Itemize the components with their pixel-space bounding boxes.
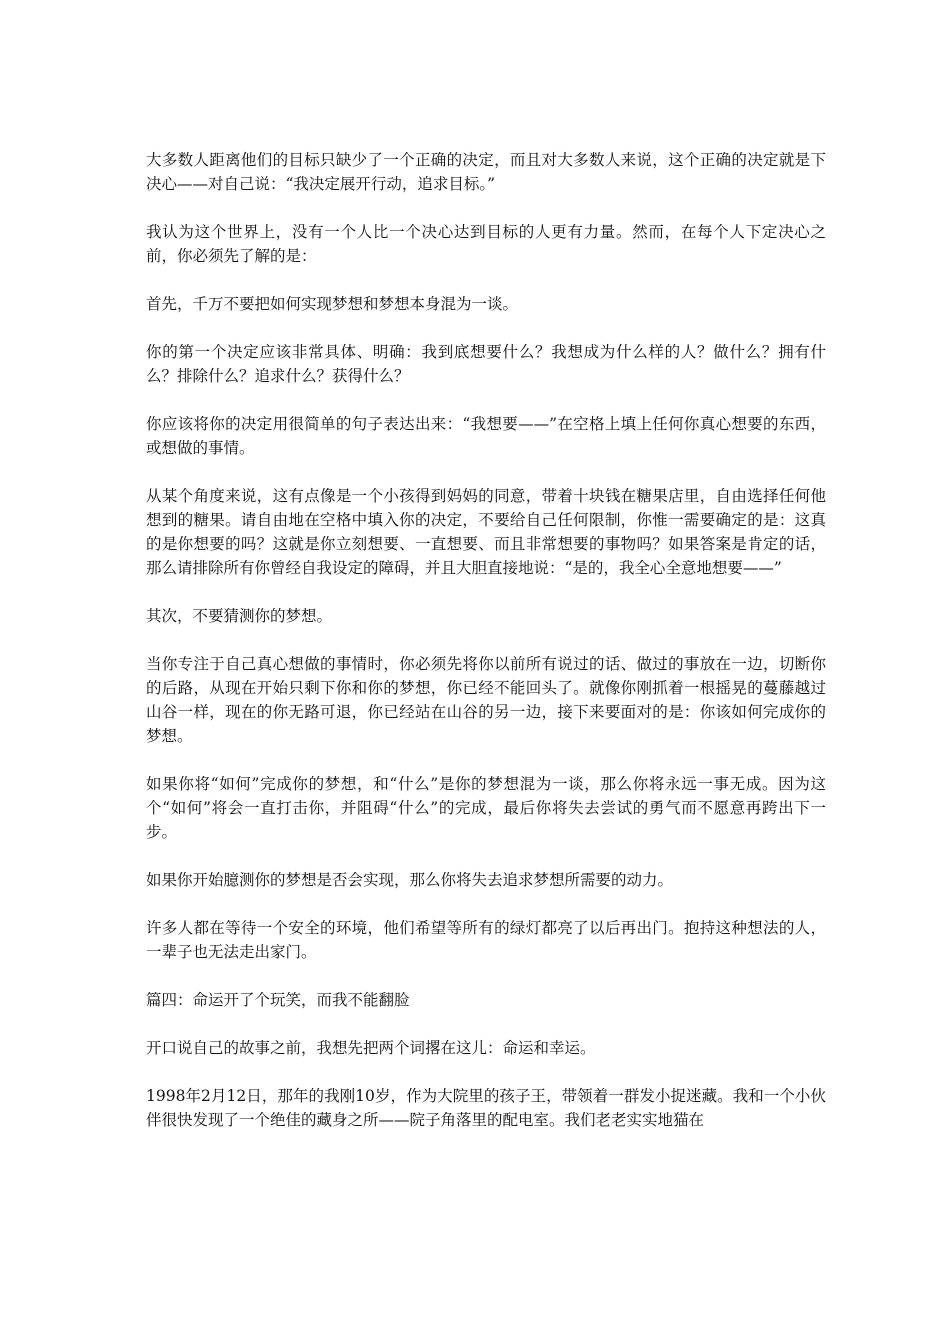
- paragraph: 首先，千万不要把如何实现梦想和梦想本身混为一谈。: [146, 295, 519, 313]
- paragraph: 如果你开始臆测你的梦想是否会实现，那么你将失去追求梦想所需要的动力。: [146, 871, 674, 889]
- paragraph: 大多数人距离他们的目标只缺少了一个正确的决定，而且对大多数人来说，这个正确的决定就是下决心——对自己说：“我决定展开行动，追求目标。”: [146, 151, 826, 193]
- paragraph: 从某个角度来说，这有点像是一个小孩得到妈妈的同意，带着十块钱在糖果店里，自由选择任何他想到的糖果。请自由地在空格中填入你的决定，不要给自己任何限制，你惟一需要确定的是：这真的是你想要的吗？这就是你立刻想要、一直想要、而且非常想要的事物吗？如果答案是肯定的话，那么请排除所有你曾经自我设定的障碍，并且大胆直接地说：“是的，我全心全意地想要——”: [146, 487, 826, 577]
- paragraph: 1998年2月12日，那年的我刚10岁，作为大院里的孩子王，带领着一群发小捉迷藏。我和一个小伙伴很快发现了一个绝佳的藏身之所——院子角落里的配电室。我们老老实实地猫在: [146, 1087, 826, 1129]
- paragraph: 你的第一个决定应该非常具体、明确：我到底想要什么？我想成为什么样的人？做什么？拥有什么？排除什么？追求什么？获得什么？: [146, 343, 826, 385]
- paragraph: 当你专注于自己真心想做的事情时，你必须先将你以前所有说过的话、做过的事放在一边，切断你的后路，从现在开始只剩下你和你的梦想，你已经不能回头了。就像你刚抓着一根摇晃的蔓藤越过山谷一样，现在的你无路可退，你已经站在山谷的另一边，接下来要面对的是：你该如何完成你的梦想。: [146, 655, 826, 745]
- paragraph: 如果你将“如何”完成你的梦想，和“什么”是你的梦想混为一谈，那么你将永远一事无成。因为这个“如何”将会一直打击你，并阻碍“什么”的完成，最后你将失去尝试的勇气而不愿意再跨出下一步。: [146, 775, 826, 841]
- document-body: [146, 148, 826, 1156]
- paragraph: 开口说自己的故事之前，我想先把两个词撂在这儿：命运和幸运。: [146, 1039, 596, 1057]
- paragraph: 我认为这个世界上，没有一个人比一个决心达到目标的人更有力量。然而，在每个人下定决心之前，你必须先了解的是：: [146, 223, 826, 265]
- paragraph: 其次，不要猜测你的梦想。: [146, 607, 333, 625]
- paragraph: 许多人都在等待一个安全的环境，他们希望等所有的绿灯都亮了以后再出门。抱持这种想法的人，一辈子也无法走出家门。: [146, 919, 826, 961]
- paragraph: 你应该将你的决定用很简单的句子表达出来：“我想要——”在空格上填上任何你真心想要的东西，或想做的事情。: [146, 415, 826, 457]
- section-heading: 篇四：命运开了个玩笑，而我不能翻脸: [146, 991, 410, 1009]
